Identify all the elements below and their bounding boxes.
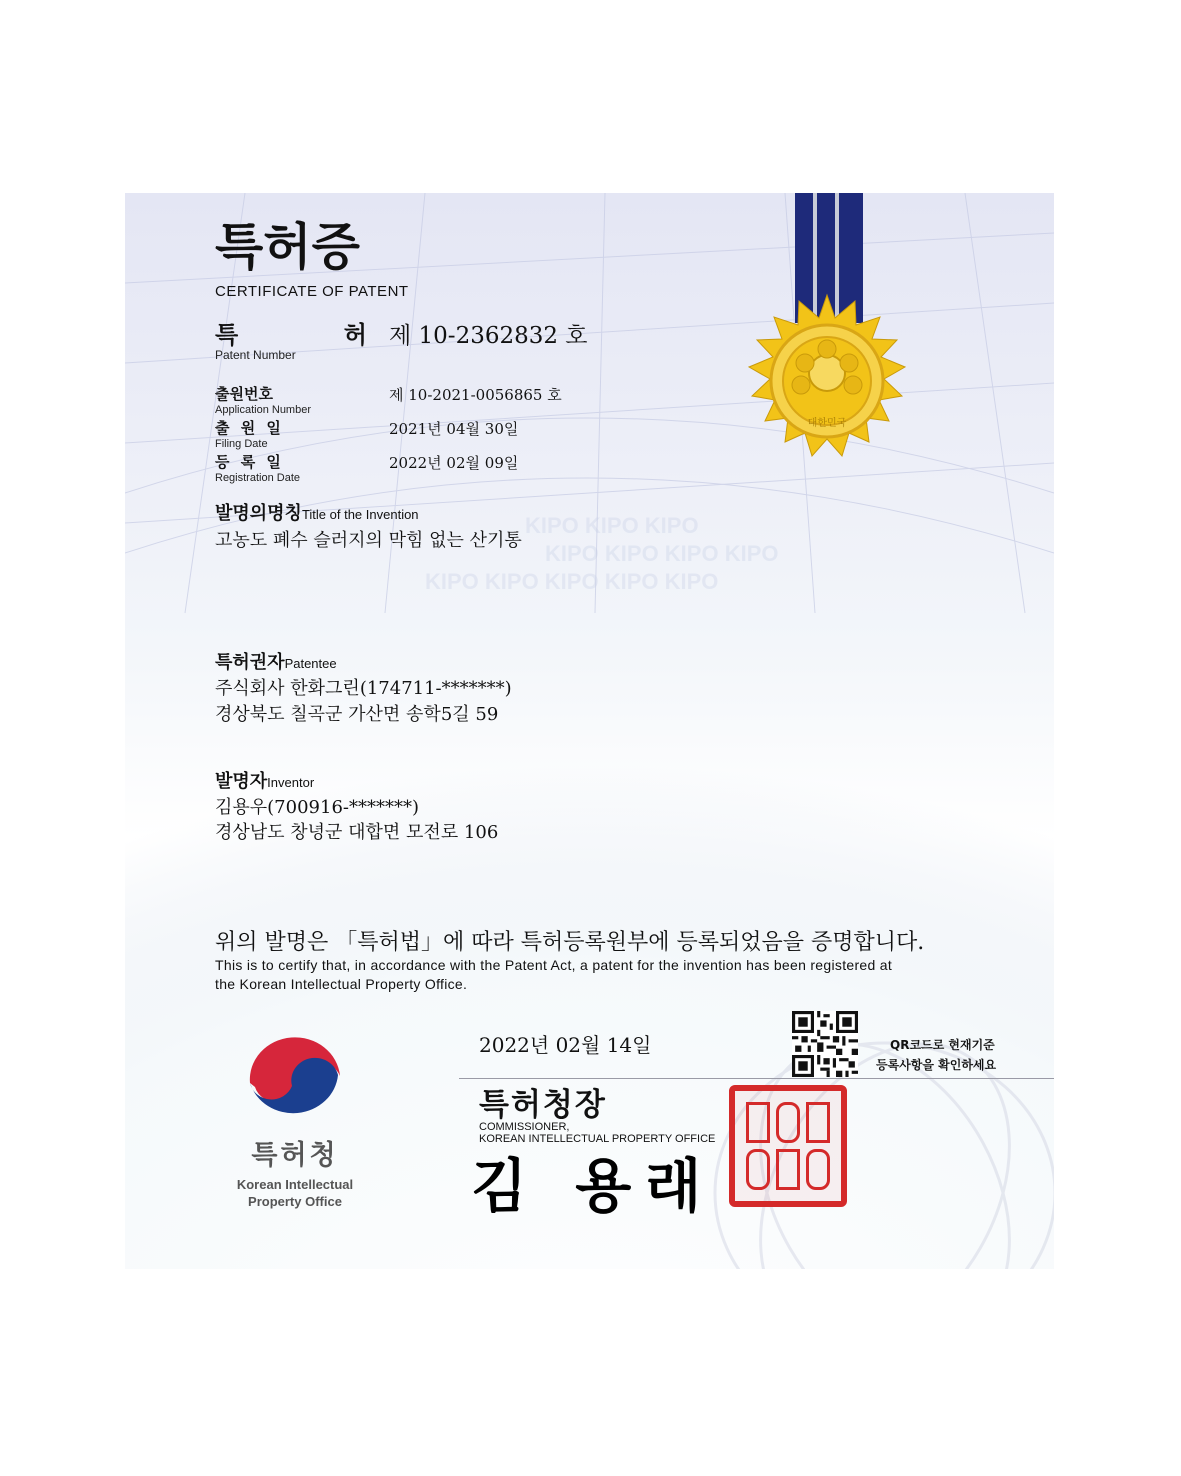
patent-number-label-en: Patent Number: [215, 348, 296, 362]
commissioner-signature: 김 용래: [471, 1152, 716, 1220]
patent-number-value: 제 10-2362832 호: [389, 323, 588, 349]
application-number-label: 출원번호: [215, 385, 273, 403]
registration-date-label: 등 록 일: [215, 453, 284, 471]
patent-number-label: 특 허: [215, 321, 369, 349]
filing-date-value: 2021년 04월 30일: [389, 420, 519, 438]
gold-medal-icon: [717, 293, 937, 483]
certificate-title: 특허증: [215, 218, 360, 276]
registration-date-value: 2022년 02월 09일: [389, 454, 519, 472]
invention-heading: [215, 499, 419, 525]
commissioner-title-en-line2: KOREAN INTELLECTUAL PROPERTY OFFICE: [479, 1133, 716, 1145]
commissioner-title-en-line1: COMMISSIONER,: [479, 1121, 570, 1133]
taegeuk-icon: [220, 1031, 370, 1131]
kipo-name: 특허청: [251, 1140, 339, 1171]
registration-date-label-en: Registration Date: [215, 472, 300, 484]
issue-date: 2022년 02월 14일: [479, 1033, 652, 1057]
invention-title: 고농도 폐수 슬러지의 막힘 없는 산기통: [215, 530, 522, 551]
qr-caption-line1: QR코드로 현재기준: [890, 1038, 995, 1052]
patentee-label-en: Patentee: [284, 656, 337, 671]
certification-statement-en-line2: the Korean Intellectual Property Office.: [215, 976, 468, 992]
qr-caption-line2: 등록사항을 확인하세요: [876, 1058, 997, 1072]
svg-text:KIPO KIPO KIPO: KIPO KIPO KIPO: [525, 513, 699, 538]
certificate-subtitle: CERTIFICATE OF PATENT: [215, 283, 409, 300]
kipo-logo: [220, 1031, 370, 1221]
invention-label-en: Title of the Invention: [301, 507, 419, 522]
filing-date-label: 출 원 일: [215, 419, 284, 437]
inventor-name: 김용우(700916-*******): [215, 797, 420, 818]
kipo-name-en-line1: Korean Intellectual: [236, 1177, 354, 1192]
certificate: [125, 193, 1054, 1269]
medal-inscription: 대한민국: [807, 418, 847, 429]
kipo-name-en-line2: Property Office: [248, 1194, 342, 1209]
inventor-heading: [215, 767, 314, 793]
inventor-address: 경상남도 창녕군 대합면 모전로 106: [215, 822, 499, 843]
certification-statement-en-line1: This is to certify that, in accordance with the Patent Act, a patent for the invention has been registered at: [215, 957, 893, 973]
certification-statement: 위의 발명은 「특허법」에 따라 특허등록원부에 등록되었음을 증명합니다.: [215, 930, 925, 955]
inventor-label-en: Inventor: [267, 775, 315, 790]
svg-text:KIPO KIPO KIPO KIPO: KIPO KIPO KIPO KIPO: [545, 541, 779, 566]
commissioner-title: 특허청장: [479, 1087, 607, 1123]
patentee-heading: [215, 648, 337, 674]
patentee-address: 경상북도 칠곡군 가산면 송학5길 59: [215, 704, 499, 725]
application-number-label-en: Application Number: [215, 404, 311, 416]
seal-pattern: [743, 1099, 833, 1193]
patentee-label: 특허권자: [215, 652, 285, 673]
filing-date-label-en: Filing Date: [215, 438, 268, 450]
application-number-value: 제 10-2021-0056865 호: [389, 386, 562, 404]
patentee-name: 주식회사 한화그린(174711-*******): [215, 678, 512, 699]
qr-code-icon[interactable]: [792, 1011, 858, 1077]
inventor-label: 발명자: [215, 771, 268, 792]
official-seal: [729, 1085, 847, 1207]
svg-text:KIPO KIPO KIPO KIPO KIPO: KIPO KIPO KIPO KIPO KIPO: [425, 569, 719, 594]
invention-label: 발명의명칭: [215, 503, 302, 524]
